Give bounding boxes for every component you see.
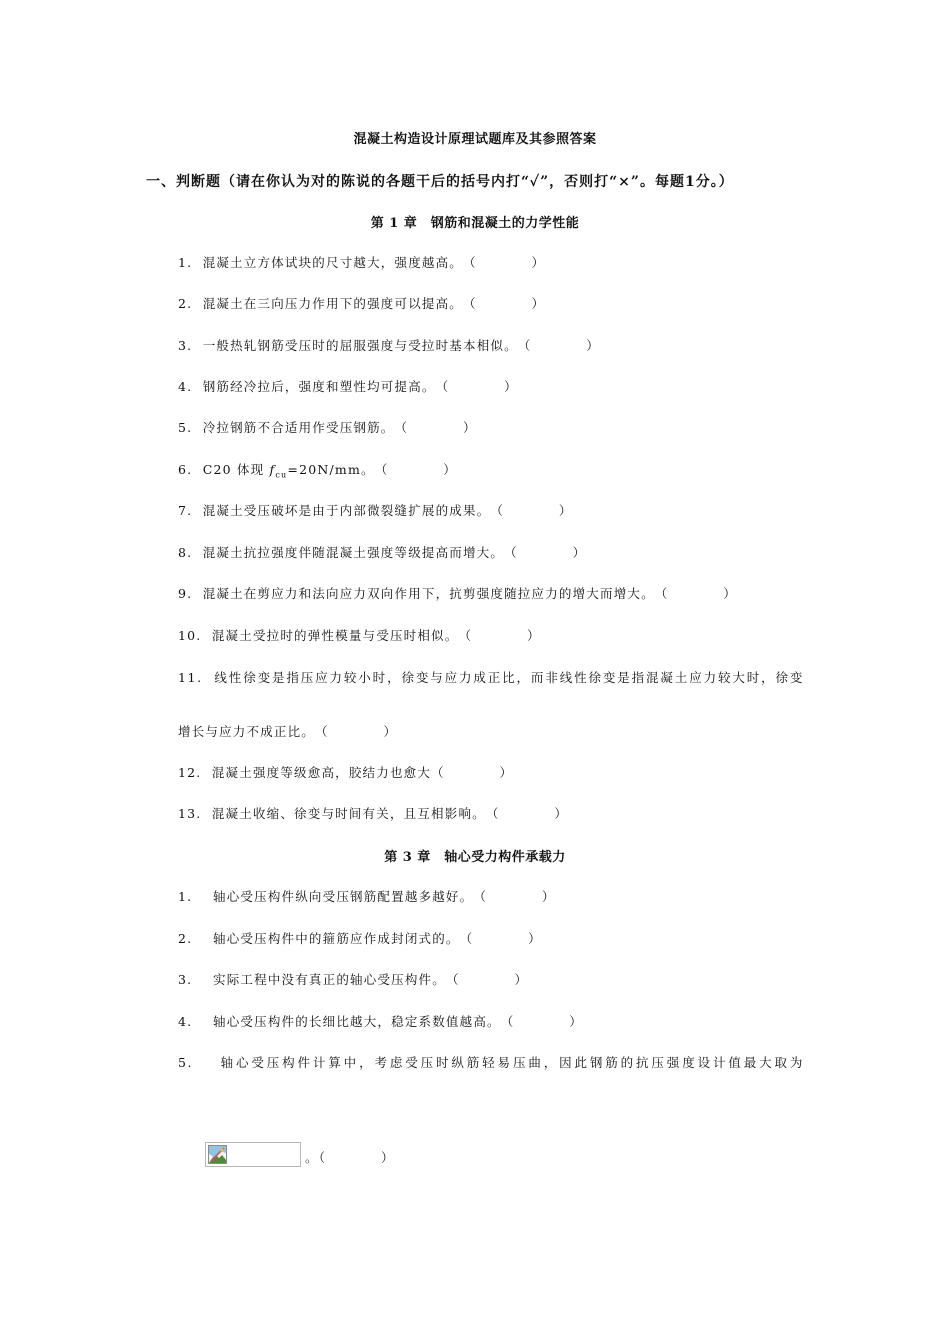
question-number: 11. (178, 670, 203, 685)
question-text: 增长与应力不成正比。 (178, 724, 316, 739)
question-text: 线性徐变是指压应力较小时，徐变与应力成正比，而非线性徐变是指混凝土应力较大时，徐变 (214, 670, 804, 685)
answer-parentheses[interactable]: （ ） (458, 628, 541, 643)
question-number: 13. (178, 806, 202, 821)
question-number: 12. (178, 765, 202, 780)
answer-parentheses[interactable]: （ ） (315, 724, 398, 739)
answer-parentheses[interactable]: （ ） (517, 338, 600, 353)
question-text-tail: =20N/mm。 (287, 462, 375, 477)
question-number: 3. (178, 338, 193, 353)
question-continuation (305, 1148, 395, 1166)
question-text: 冷拉钢筋不合适用作受压钢筋。 (202, 420, 395, 435)
question-item (178, 1012, 583, 1030)
question-text: 混凝土强度等级愈高，胶结力也愈大 (211, 765, 432, 780)
question-item (178, 804, 568, 822)
question-item (178, 763, 513, 781)
question-item (178, 377, 518, 395)
question-text: 。 (305, 1150, 319, 1165)
question-text: 轴心受压构件的长细比越大，稳定系数值越高。 (213, 1014, 501, 1029)
question-number: 3. (178, 972, 193, 987)
question-number: 2. (178, 931, 193, 946)
question-number: 9. (178, 586, 193, 601)
question-text: 混凝土抗拉强度伴随混凝土强度等级提高而增大。 (202, 545, 505, 560)
answer-parentheses[interactable]: （ ） (463, 296, 546, 311)
question-text: 钢筋经冷拉后，强度和塑性均可提高。 (202, 379, 436, 394)
broken-image-icon (208, 1145, 227, 1164)
answer-parentheses[interactable]: （ ） (318, 1150, 395, 1165)
question-continuation (178, 722, 397, 740)
question-number: 2. (178, 296, 193, 311)
question-text: 一般热轧钢筋受压时的屈服强度与受拉时基本相似。 (202, 338, 518, 353)
document-title: 混凝土构造设计原理试题库及其参照答案 (353, 132, 597, 147)
question-number: 5. (178, 420, 193, 435)
question-number: 6. (178, 462, 193, 477)
question-text: 实际工程中没有真正的轴心受压构件。 (213, 972, 446, 987)
answer-parentheses[interactable]: （ ） (485, 806, 569, 821)
question-item (178, 887, 556, 905)
question-item (178, 543, 586, 561)
formula-symbol: f (269, 462, 276, 477)
answer-parentheses[interactable]: （ ） (459, 931, 542, 946)
question-number: 10. (178, 628, 202, 643)
answer-parentheses[interactable]: （ ） (500, 1014, 583, 1029)
question-item (178, 584, 737, 602)
question-item (178, 253, 545, 271)
answer-parentheses[interactable]: （ ） (463, 255, 546, 270)
question-text: 轴心受压构件纵向受压钢筋配置越多越好。 (213, 889, 474, 904)
question-item (178, 294, 545, 312)
question-item (178, 1053, 804, 1071)
answer-parentheses[interactable]: （ ） (504, 545, 587, 560)
question-item (178, 970, 528, 988)
question-number: 4. (178, 379, 193, 394)
question-number: 5. (178, 1055, 194, 1070)
question-number: 4. (178, 1014, 193, 1029)
question-text: 混凝土受拉时的弹性模量与受压时相似。 (211, 628, 459, 643)
question-item (178, 418, 477, 436)
question-text: 混凝土立方体试块的尺寸越大，强度越高。 (202, 255, 463, 270)
answer-parentheses[interactable]: （ ） (654, 586, 737, 601)
missing-formula-image (205, 1142, 301, 1167)
question-item (178, 929, 542, 947)
question-item (178, 668, 804, 686)
question-item (178, 501, 573, 519)
question-text: 混凝土在三向压力作用下的强度可以提高。 (202, 296, 463, 311)
question-text: 混凝土在剪应力和法向应力双向作用下，抗剪强度随拉应力的增大而增大。 (202, 586, 655, 601)
question-text: 轴心受压构件计算中，考虑受压时纵筋轻易压曲，因此钢筋的抗压强度设计值最大取为 (220, 1055, 804, 1070)
answer-parentheses[interactable]: （ ） (431, 765, 514, 780)
answer-parentheses[interactable]: （ ） (473, 889, 556, 904)
question-number: 1. (178, 889, 193, 904)
answer-parentheses[interactable]: （ ） (374, 462, 457, 477)
question-text: 混凝土受压破坏是由于内部微裂缝扩展的成果。 (202, 503, 491, 518)
question-text: C20 体现 (202, 462, 270, 477)
question-number: 7. (178, 503, 193, 518)
question-text: 轴心受压构件中的箍筋应作成封闭式的。 (213, 931, 460, 946)
answer-parentheses[interactable]: （ ） (445, 972, 529, 987)
question-number: 8. (178, 545, 193, 560)
question-text: 混凝土收缩、徐变与时间有关，且互相影响。 (211, 806, 486, 821)
question-item (178, 336, 600, 354)
question-number: 1. (178, 255, 193, 270)
answer-parentheses[interactable]: （ ） (490, 503, 573, 518)
answer-parentheses[interactable]: （ ） (394, 420, 477, 435)
formula-subscript: cu (275, 470, 288, 480)
question-item (178, 626, 541, 644)
section-heading: 一、判断题（请在你认为对的陈说的各题干后的括号内打“✓”，否则打“×”。每题1分。） (146, 174, 734, 190)
answer-parentheses[interactable]: （ ） (435, 379, 518, 394)
chapter-3-heading: 第 3 章 轴心受力构件承载力 (384, 850, 566, 865)
question-item (178, 460, 457, 480)
chapter-1-heading: 第 1 章 钢筋和混凝土的力学性能 (370, 216, 580, 231)
